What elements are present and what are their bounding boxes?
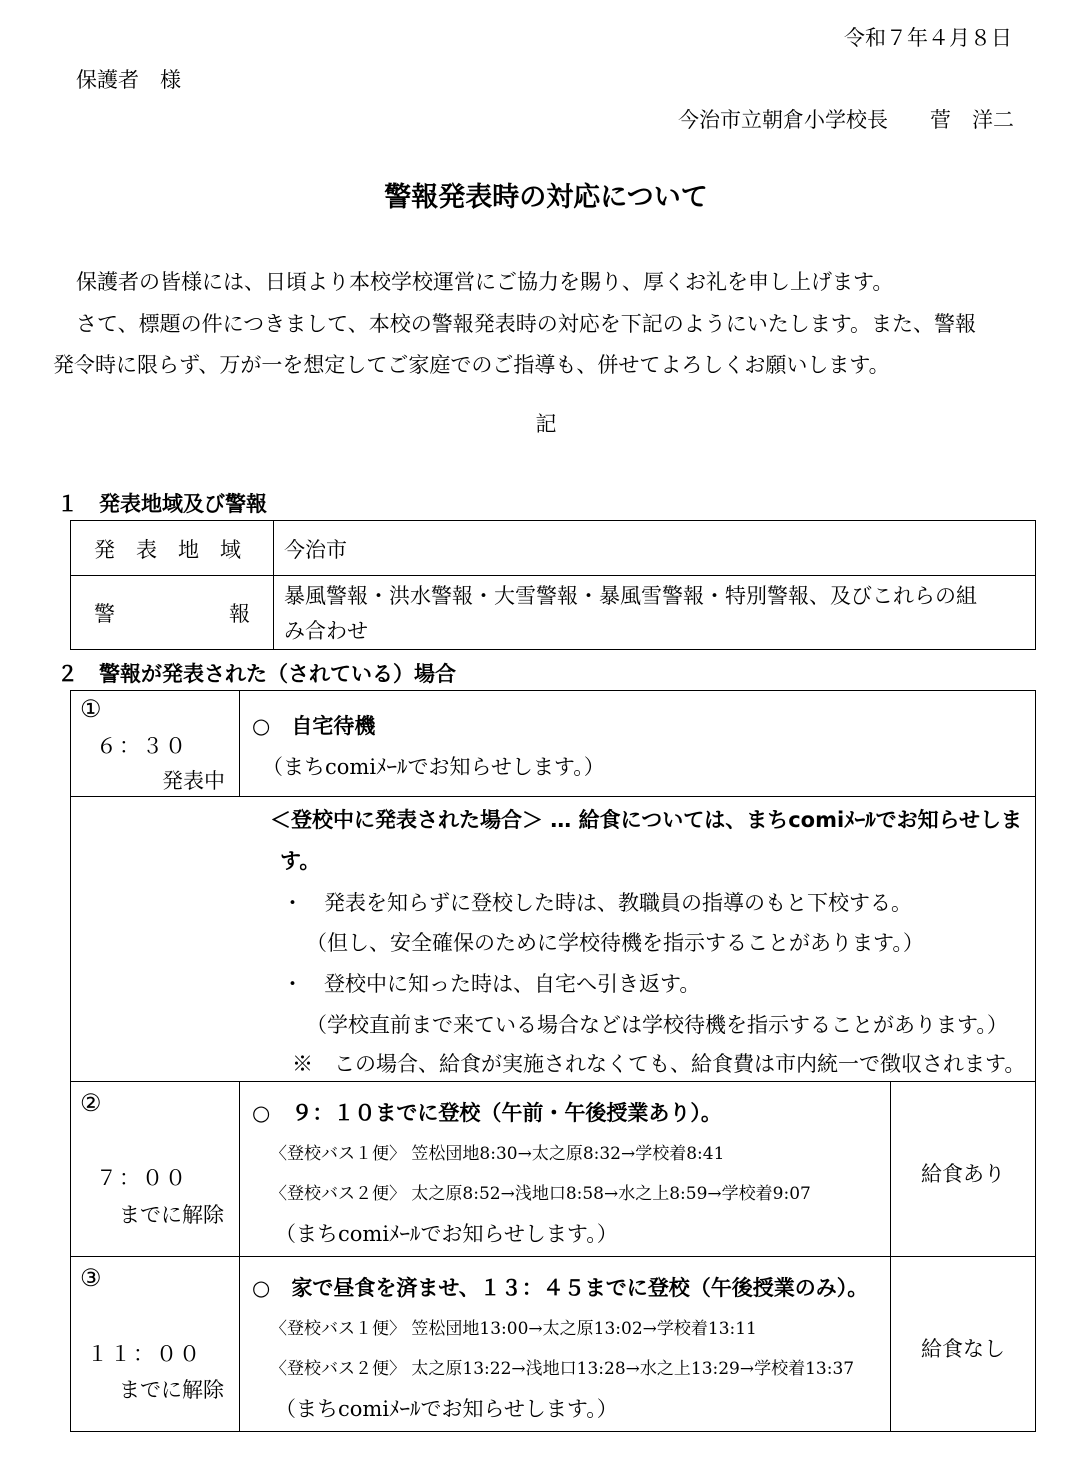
- area-value: 今治市: [284, 538, 347, 562]
- case3-action: ○ 家で昼食を済ませ、１３：４５までに登校（午後授業のみ）。: [252, 1276, 869, 1300]
- during-bullet-2-note: （学校直前まで来ている場合などは学校待機を指示することがあります。）: [306, 1013, 1008, 1037]
- lunch-col-line: [890, 1081, 891, 1432]
- section2-heading: ２ 警報が発表された（されている）場合: [57, 662, 456, 686]
- during-bullet-1-note: （但し、安全確保のために学校待機を指示することがあります。）: [306, 931, 924, 955]
- response-row-line-3: [70, 1256, 1036, 1257]
- case1-time: ６：３０: [96, 734, 188, 758]
- intro-line-1: 保護者の皆様には、日頃より本校学校運営にご協力を賜り、厚くお礼を申し上げます。: [76, 270, 894, 294]
- intro-line-3: 発令時に限らず、万が一を想定してご家庭でのご指導も、併せてよろしくお願いします。: [53, 353, 890, 377]
- warning-value-1: 暴風警報・洪水警報・大雪警報・暴風雪警報・特別警報、及びこれらの組: [284, 584, 977, 608]
- area-label: 発 表 地 域: [94, 538, 241, 562]
- case3-note: （まちcomiﾒｰﾙでお知らせします。）: [275, 1397, 618, 1421]
- during-bullet-2: ・ 登校中に知った時は、自宅へ引き返す。: [282, 972, 701, 996]
- response-row-line-2: [70, 1081, 1036, 1082]
- ki-label: 記: [535, 412, 557, 436]
- case2-bus-2: 〈登校バス２便〉 太之原8:52→浅地口8:58→水之上8:59→学校着9:07: [270, 1184, 811, 1204]
- warning-label-2: 報: [229, 602, 250, 626]
- case2-status: までに解除: [119, 1203, 224, 1227]
- case2-note: （まちcomiﾒｰﾙでお知らせします。）: [275, 1222, 618, 1246]
- region-table-divider: [273, 521, 274, 649]
- case2-mark: ②: [80, 1089, 102, 1117]
- document-title: 警報発表時の対応について: [384, 182, 708, 213]
- case1-status: 発表中: [162, 769, 225, 793]
- case1-col-line: [239, 690, 240, 796]
- case3-status: までに解除: [119, 1378, 224, 1402]
- case-col-line: [239, 1081, 240, 1432]
- case1-note: （まちcomiﾒｰﾙでお知らせします。）: [262, 755, 605, 779]
- case1-mark: ①: [80, 695, 102, 723]
- case3-time: １１：００: [87, 1342, 202, 1366]
- section1-heading: １ 発表地域及び警報: [57, 492, 267, 516]
- document-date: 令和７年４月８日: [844, 26, 1012, 50]
- case1-action: ○ 自宅待機: [252, 714, 376, 738]
- case3-mark: ③: [80, 1264, 102, 1292]
- region-table-row-divider: [71, 575, 1035, 576]
- addressee: 保護者 様: [76, 68, 181, 92]
- warning-label-1: 警: [94, 602, 115, 626]
- sender: 今治市立朝倉小学校長 菅 洋二: [678, 108, 1014, 132]
- case2-bus-1: 〈登校バス１便〉 笠松団地8:30→太之原8:32→学校着8:41: [270, 1144, 725, 1164]
- case2-action: ○ ９：１０までに登校（午前・午後授業あり）。: [252, 1101, 722, 1125]
- case3-bus-2: 〈登校バス２便〉 太之原13:22→浅地口13:28→水之上13:29→学校着13:37: [270, 1359, 855, 1379]
- during-heading-2: す。: [280, 849, 321, 873]
- response-row-line-1: [70, 796, 1036, 797]
- case3-lunch: 給食なし: [921, 1337, 1005, 1361]
- during-bullet-1: ・ 発表を知らずに登校した時は、教職員の指導のもと下校する。: [282, 891, 912, 915]
- intro-line-2: さて、標題の件につきまして、本校の警報発表時の対応を下記のようにいたします。また、警報: [76, 312, 977, 336]
- case2-time: ７：００: [96, 1166, 188, 1190]
- case3-bus-1: 〈登校バス１便〉 笠松団地13:00→太之原13:02→学校着13:11: [270, 1319, 757, 1339]
- during-heading-1: ＜登校中に発表された場合＞ … 給食については、まちcomiﾒｰﾙでお知らせしま: [270, 808, 1023, 832]
- warning-value-2: み合わせ: [284, 619, 368, 643]
- case2-lunch: 給食あり: [921, 1162, 1005, 1186]
- during-note: ※ この場合、給食が実施されなくても、給食費は市内統一で徴収されます。: [292, 1052, 1026, 1076]
